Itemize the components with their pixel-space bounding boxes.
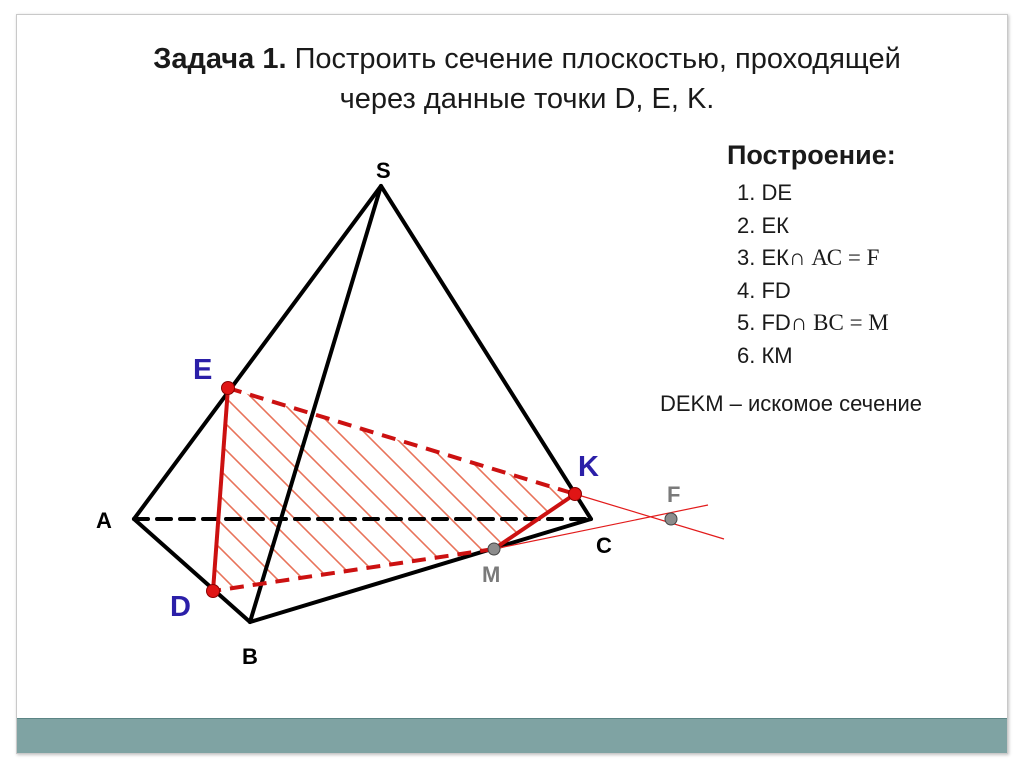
hatch-line [744, 370, 974, 600]
label-f: F [667, 482, 681, 507]
hatch-line [172, 370, 402, 600]
hatch-line [588, 370, 818, 600]
hatch-line [718, 370, 948, 600]
pyramid-edges [134, 186, 591, 622]
result-text: DEKM – искомое сечение [660, 391, 923, 416]
point-e [222, 382, 235, 395]
hatch-line [614, 370, 844, 600]
hatch-line [874, 370, 1024, 600]
hatch-line [0, 370, 142, 600]
hatch-line [666, 370, 896, 600]
title-line-2: через данные точки D, E, K. [339, 83, 715, 115]
point-k [569, 488, 582, 501]
edge-bc [250, 519, 591, 622]
hatch-line [0, 370, 168, 600]
section-hatch [0, 370, 1024, 600]
hatch-line [0, 370, 12, 600]
point-d [207, 585, 220, 598]
step-6: 6. КМ [737, 342, 793, 368]
step-4: 4. FD [737, 277, 791, 303]
segment-de [213, 388, 228, 591]
label-e: E [193, 354, 213, 386]
step-5: 5. FD∩ ВС = М [737, 310, 889, 335]
hatch-line [0, 370, 38, 600]
hatch-line [692, 370, 922, 600]
step-2: 2. ЕК [737, 212, 789, 238]
hatch-line [822, 370, 1024, 600]
title-line-1: Построить сечение плоскостью, проходящей [286, 43, 901, 75]
hatch-line [68, 370, 298, 600]
construction-heading: Построение: [727, 140, 896, 170]
label-a: A [96, 508, 112, 533]
label-k: K [578, 451, 599, 483]
edge-sa [134, 186, 381, 519]
task-number: Задача 1. [153, 43, 287, 75]
hatch-line [848, 370, 1024, 600]
hatch-line [0, 370, 116, 600]
hatch-line [770, 370, 1000, 600]
label-m: M [482, 562, 501, 587]
hatch-line [224, 370, 454, 600]
hatch-line [0, 370, 194, 600]
label-b: B [242, 644, 258, 669]
edge-sc [381, 186, 591, 519]
hatch-line [16, 370, 246, 600]
label-c: C [596, 533, 612, 558]
point-f [665, 513, 677, 525]
hatch-line [146, 370, 376, 600]
segment-md [213, 549, 494, 591]
point-m [488, 543, 500, 555]
hatch-line [0, 370, 90, 600]
edge-sb [250, 186, 381, 622]
hatch-line [0, 370, 64, 600]
step-1: 1. DE [737, 180, 793, 205]
label-s: S [376, 158, 391, 183]
hatch-line [796, 370, 1024, 600]
label-d: D [170, 591, 191, 623]
step-3: 3. ЕК∩ АС = F [737, 245, 880, 270]
